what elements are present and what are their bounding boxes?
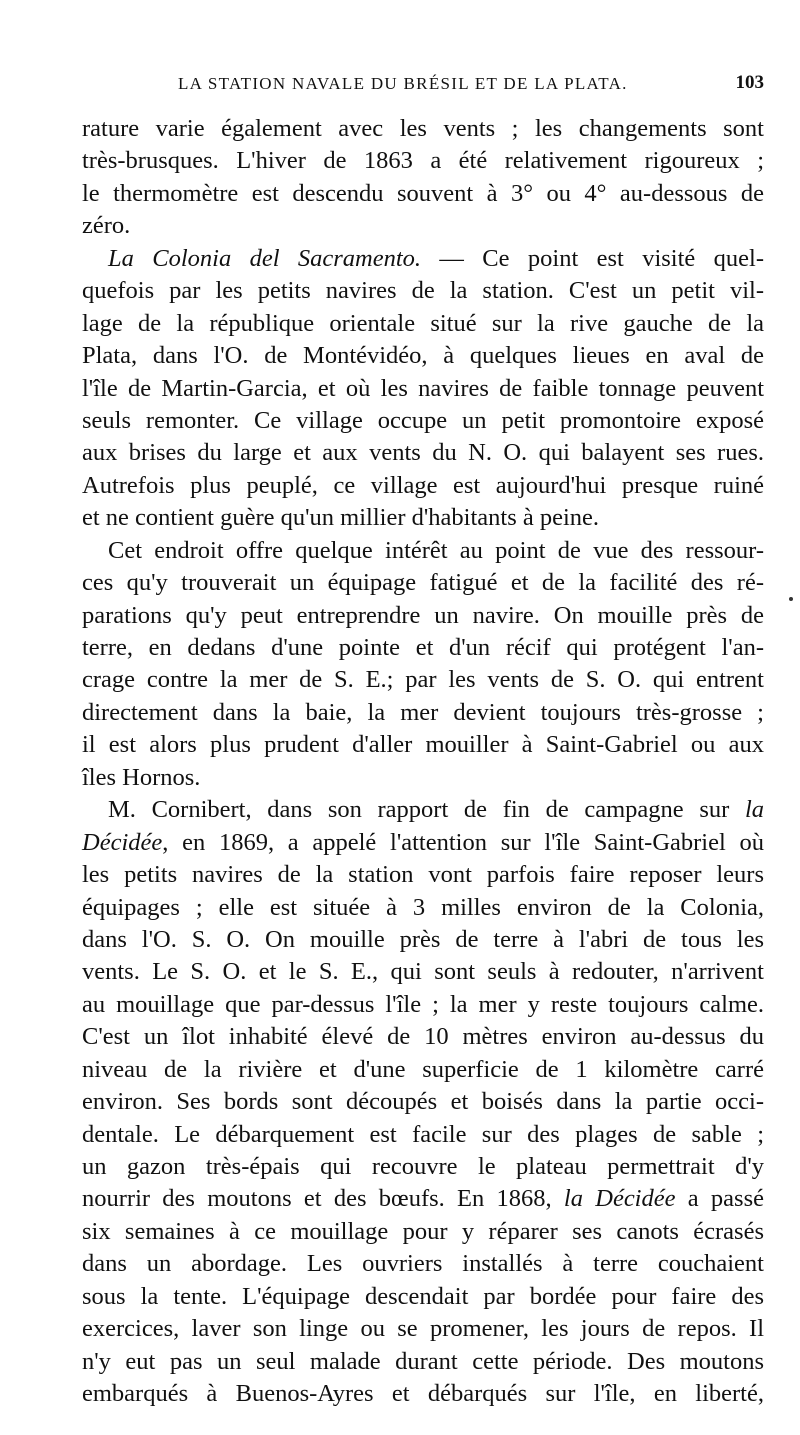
text-line: aux brises du large et aux vents du N. O. qui balayent ses rues. (82, 439, 764, 467)
text-line: vents. Le S. O. et le S. E., qui sont seuls à redouter, n'arrivent (82, 958, 764, 986)
text-italic: la (744, 796, 764, 824)
text-line: zéro. (82, 212, 131, 240)
text-line: dans l'O. S. O. On mouille près de terre à l'abri de tous les (82, 925, 764, 953)
text-line: C'est un îlot inhabité élevé de 10 mètres environ au-dessus du (82, 1023, 764, 1051)
text-line: six semaines à ce mouillage pour y réparer ses canots écrasés (82, 1217, 764, 1245)
running-title: LA STATION NAVALE DU BRÉSIL ET DE LA PLATA. (178, 74, 628, 93)
text-line: dentale. Le débarquement est facile sur des plages de sable ; (82, 1120, 764, 1148)
text-line: et ne contient guère qu'un millier d'habitants à peine. (82, 504, 600, 532)
text-line: environ. Ses bords sont découpés et boisés dans la partie occi- (82, 1088, 764, 1116)
text-line: équipages ; elle est située à 3 milles environ de la Colonia, (82, 893, 764, 921)
text-line: ces qu'y trouverait un équipage fatigué et de la facilité des ré- (82, 569, 764, 597)
text-line: parations qu'y peut entreprendre un navire. On mouille près de (82, 601, 764, 629)
text-line: lage de la république orientale situé sur la rive gauche de la (82, 309, 764, 337)
text-line: directement dans la baie, la mer devient toujours très-grosse ; (82, 698, 764, 726)
text-roman: — Ce point est visité quel- (421, 244, 765, 272)
text-line: Cet endroit offre quelque intérêt au point de vue des ressour- (108, 536, 764, 564)
text-line: terre, en dedans d'une pointe et d'un récif qui protégent l'an- (82, 634, 764, 661)
text-italic: Décidée (82, 828, 163, 856)
text-line: îles Hornos. (82, 763, 201, 791)
text-roman: a passé (675, 1185, 764, 1213)
margin-dot (789, 597, 793, 601)
text-line: les petits navires de la station vont parfois faire reposer leurs (82, 861, 764, 889)
text-line: seuls remonter. Ce village occupe un petit promontoire exposé (82, 406, 764, 434)
text-italic: La Colonia del Sacramento. (108, 244, 422, 272)
text-line: au mouillage que par-dessus l'île ; la mer y reste toujours calme. (82, 990, 764, 1018)
text-line: sous la tente. L'équipage descendait par bordée pour faire des (82, 1282, 764, 1310)
body-text (82, 113, 764, 1411)
text-line (82, 243, 764, 275)
text-roman: M. Cornibert, dans son rapport de fin de campagne sur (108, 796, 745, 824)
text-line: Autrefois plus peuplé, ce village est aujourd'hui presque ruiné (82, 471, 764, 499)
text-line: embarqués à Buenos-Ayres et débarqués sur l'île, en liberté, (82, 1380, 764, 1408)
text-line (82, 794, 764, 826)
text-italic: la Décidée (563, 1185, 676, 1213)
text-line: un gazon très-épais qui recouvre le plateau permettrait d'y (82, 1153, 764, 1180)
page-number: 103 (735, 72, 764, 93)
text-line: très-brusques. L'hiver de 1863 a été relativement rigoureux ; (82, 147, 764, 175)
text-line: Plata, dans l'O. de Montévidéo, à quelques lieues en aval de (82, 342, 764, 370)
text-roman: , en 1869, a appelé l'attention sur l'île Saint-Gabriel où (162, 828, 764, 856)
text-line: exercices, laver son linge ou se promener, les jours de repos. Il (82, 1315, 764, 1343)
text-line: le thermomètre est descendu souvent à 3° ou 4° au-dessous de (82, 179, 764, 207)
text-line: quefois par les petits navires de la station. C'est un petit vil- (82, 277, 764, 305)
text-roman: nourrir des moutons et des bœufs. En 1868, (82, 1185, 564, 1213)
text-line: niveau de la rivière et d'une superficie de 1 kilomètre carré (82, 1055, 764, 1083)
text-line: il est alors plus prudent d'aller mouiller à Saint-Gabriel ou aux (82, 731, 764, 759)
text-line: crage contre la mer de S. E.; par les vents de S. O. qui entrent (82, 666, 764, 694)
text-line: dans un abordage. Les ouvriers installés à terre couchaient (82, 1250, 764, 1278)
text-line: l'île de Martin-Garcia, et où les navires de faible tonnage peuvent (82, 374, 764, 402)
text-line (82, 827, 764, 859)
text-line: rature varie également avec les vents ; les changements sont (82, 115, 764, 142)
text-line (82, 1183, 764, 1215)
text-line: n'y eut pas un seul malade durant cette période. Des moutons (82, 1347, 764, 1375)
page-header (82, 72, 764, 98)
